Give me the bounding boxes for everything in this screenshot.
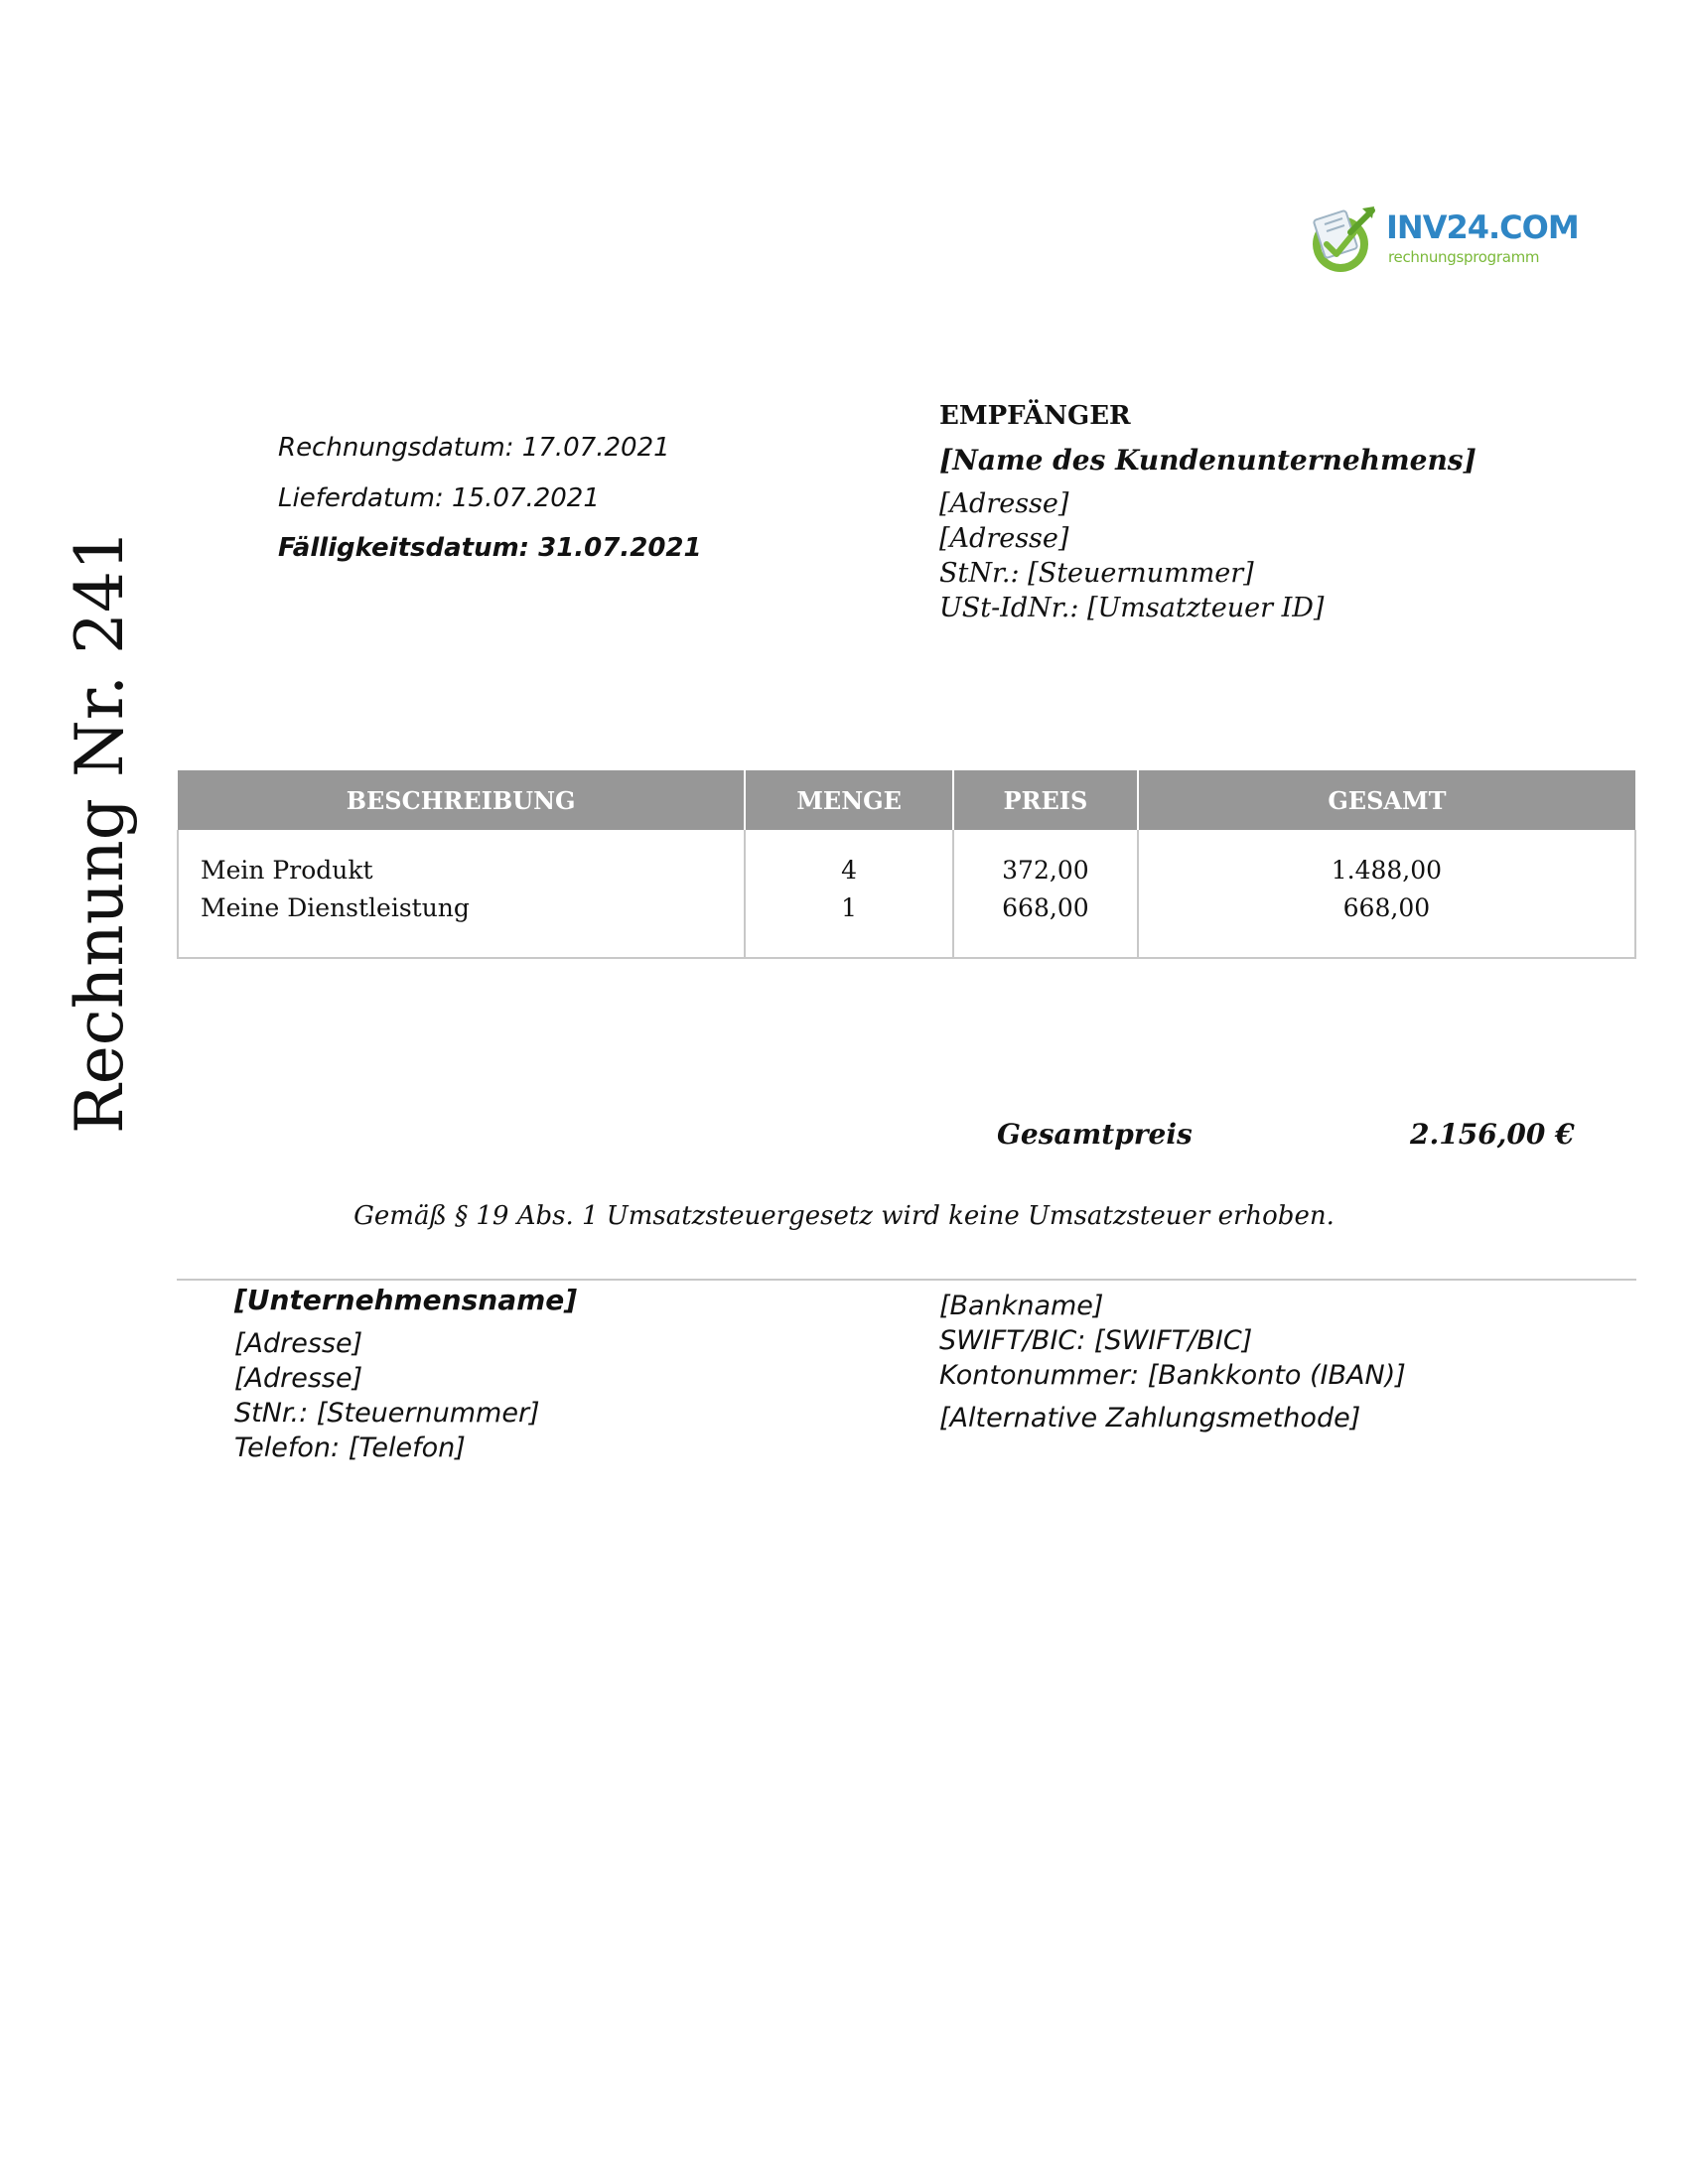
delivery-date: Lieferdatum: 15.07.2021 bbox=[278, 483, 600, 513]
item-price: 372,00 bbox=[1002, 856, 1089, 885]
footer-tax-number: StNr.: [Steuernummer] bbox=[234, 1398, 540, 1429]
cell-description bbox=[178, 830, 745, 958]
recipient-tax-number: StNr.: [Steuernummer] bbox=[939, 558, 1254, 589]
footer-address-1: [Adresse] bbox=[234, 1328, 363, 1359]
invoice-title: Rechnung Nr. 241 bbox=[62, 529, 138, 1134]
recipient-address-1: [Adresse] bbox=[939, 488, 1069, 519]
item-price: 668,00 bbox=[1002, 893, 1089, 922]
recipient-block bbox=[939, 399, 1634, 625]
item-total: 668,00 bbox=[1342, 893, 1431, 922]
footer-phone: Telefon: [Telefon] bbox=[234, 1433, 466, 1463]
total-value: 2.156,00 € bbox=[1410, 1118, 1575, 1151]
cell-quantity bbox=[745, 830, 953, 958]
logo-subtitle: rechnungsprogramm bbox=[1388, 248, 1540, 266]
tax-note: Gemäß § 19 Abs. 1 Umsatzsteuergesetz wird keine Umsatzsteuer erhoben. bbox=[353, 1201, 1335, 1231]
logo-name: INV24.COM bbox=[1386, 208, 1579, 246]
item-quantity: 4 bbox=[841, 856, 858, 885]
footer-company-block bbox=[234, 1281, 830, 1465]
item-total: 1.488,00 bbox=[1331, 856, 1443, 885]
table-header-row bbox=[178, 770, 1635, 830]
footer-account-number: Kontonummer: [Bankkonto (IBAN)] bbox=[939, 1360, 1406, 1391]
table-row bbox=[178, 830, 1635, 958]
recipient-vat-id: USt-IdNr.: [Umsatzteuer ID] bbox=[939, 593, 1325, 623]
company-logo bbox=[1307, 203, 1579, 276]
item-description: Meine Dienstleistung bbox=[201, 893, 470, 922]
header-quantity: MENGE bbox=[745, 770, 953, 830]
header-description: BESCHREIBUNG bbox=[178, 770, 745, 830]
invoice-date: Rechnungsdatum: 17.07.2021 bbox=[278, 433, 670, 463]
item-description: Mein Produkt bbox=[201, 856, 373, 885]
footer-bank-name: [Bankname] bbox=[939, 1291, 1104, 1321]
footer-alt-payment: [Alternative Zahlungsmethode] bbox=[939, 1403, 1361, 1433]
footer-address-2: [Adresse] bbox=[234, 1363, 363, 1394]
cell-total bbox=[1138, 830, 1635, 958]
recipient-heading: EMPFÄNGER bbox=[939, 401, 1131, 431]
recipient-address-2: [Adresse] bbox=[939, 523, 1069, 554]
header-price: PREIS bbox=[953, 770, 1138, 830]
items-table bbox=[177, 770, 1636, 959]
total-label: Gesamtpreis bbox=[997, 1118, 1193, 1151]
footer-company-name: [Unternehmensname] bbox=[234, 1284, 578, 1316]
recipient-company: [Name des Kundenunternehmens] bbox=[939, 444, 1477, 477]
cell-price bbox=[953, 830, 1138, 958]
footer-swift: SWIFT/BIC: [SWIFT/BIC] bbox=[939, 1325, 1253, 1356]
header-total: GESAMT bbox=[1138, 770, 1635, 830]
document-check-icon bbox=[1307, 203, 1378, 276]
footer-bank-block bbox=[939, 1289, 1634, 1435]
item-quantity: 1 bbox=[841, 893, 858, 922]
due-date: Fälligkeitsdatum: 31.07.2021 bbox=[278, 533, 702, 563]
